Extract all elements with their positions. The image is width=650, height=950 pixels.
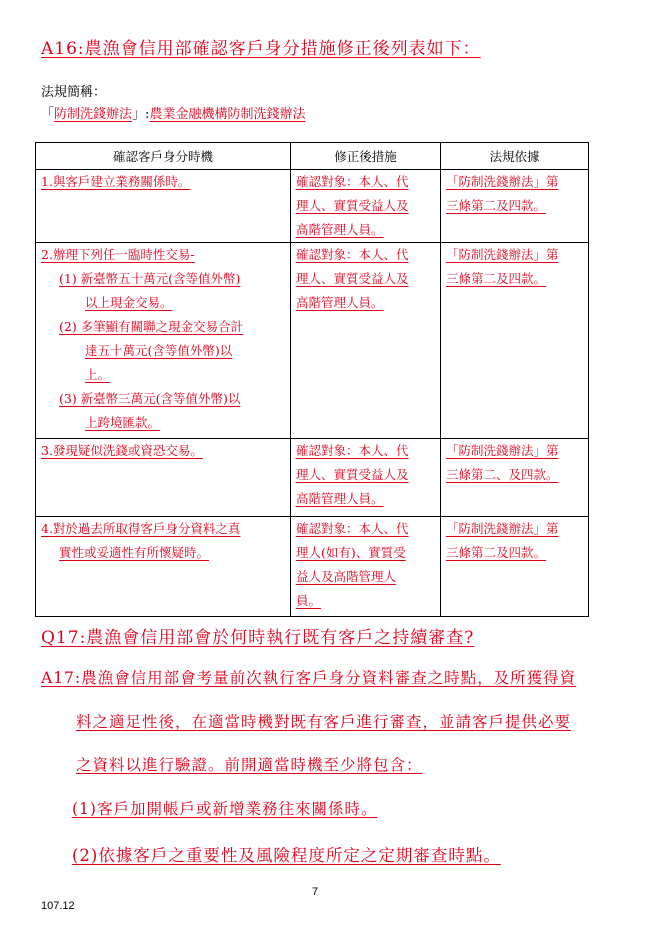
header-measure: 修正後措施 [291, 143, 441, 170]
measure-line: 理人、實質受益人及 [296, 467, 409, 482]
measure-line: 高階管理人員。 [296, 222, 384, 237]
basis-line: 三條第二及四款。 [446, 271, 547, 286]
a17-answer-line: 料之適足性後，在適當時機對既有客戶進行審查，並請客戶提供必要 [76, 713, 572, 731]
measures-table [35, 142, 589, 617]
cell-measure [291, 243, 441, 439]
subitem-line: (3) 新臺幣三萬元(含等值外幣)以 [59, 391, 241, 406]
page-number: 7 [312, 886, 319, 898]
subitem-line: 達五十萬元(含等值外幣)以 [85, 343, 233, 358]
measure-line: 益人及高階管理人 [296, 569, 397, 584]
abbr-short-name: 防制洗錢辦法 [54, 107, 133, 122]
cell-basis [441, 439, 589, 517]
footer-date: 107.12 [41, 900, 75, 912]
cell-condition [36, 243, 291, 439]
measure-line: 高階管理人員。 [296, 295, 384, 310]
table-row [36, 517, 589, 617]
measure-line: 確認對象：本人、代 [296, 521, 409, 536]
condition-line: 4.對於過去所取得客戶身分資料之真 [41, 521, 241, 536]
condition-line: 1.與客戶建立業務關係時。 [41, 174, 191, 189]
a17-answer-line: (1)客戶加開帳戶或新增業務往來關係時。 [72, 800, 378, 818]
cell-condition [36, 517, 291, 617]
header-basis: 法規依據 [441, 143, 589, 170]
subitem-line: 上跨境匯款。 [85, 415, 161, 430]
abbr-open-bracket: 「 [41, 107, 55, 122]
cell-basis [441, 170, 589, 243]
measure-line: 確認對象：本人、代 [296, 247, 409, 262]
cell-measure [291, 170, 441, 243]
basis-line: 「防制洗錢辦法」第 [446, 443, 559, 458]
abbreviation-line [41, 103, 305, 122]
a17-answer-line: A17:農漁會信用部會考量前次執行客戶身分資料審查之時點，及所獲得資 [41, 669, 577, 687]
a16-title: A16:農漁會信用部確認客戶身分措施修正後列表如下： [41, 39, 481, 59]
condition-line: 3.發現疑似洗錢或資恐交易。 [41, 443, 203, 458]
basis-line: 三條第二、及四款。 [446, 467, 559, 482]
header-timing: 確認客戶身分時機 [36, 143, 291, 170]
table-row [36, 439, 589, 517]
condition-line: 2.辦理下列任一臨時性交易- [41, 247, 195, 262]
table-header-row [36, 143, 589, 170]
cell-basis [441, 243, 589, 439]
a17-answer-line: 之資料以進行驗證。前開適當時機至少將包含： [76, 756, 423, 774]
abbr-close-bracket: 」 [132, 107, 146, 122]
measure-line: 高階管理人員。 [296, 491, 384, 506]
measure-line: 理人、實質受益人及 [296, 198, 409, 213]
cell-basis [441, 517, 589, 617]
cell-measure [291, 439, 441, 517]
measure-line: 理人、實質受益人及 [296, 271, 409, 286]
subitem-line: 上。 [85, 367, 111, 382]
abbr-colon: : [145, 107, 150, 122]
measure-line: 員。 [296, 593, 322, 608]
basis-line: 「防制洗錢辦法」第 [446, 174, 559, 189]
basis-line: 三條第二及四款。 [446, 198, 547, 213]
table-row [36, 170, 589, 243]
basis-line: 三條第二及四款。 [446, 545, 547, 560]
subitem-line: 以上現金交易。 [85, 295, 173, 310]
basis-line: 「防制洗錢辦法」第 [446, 247, 559, 262]
abbreviation-label: 法規簡稱： [41, 85, 107, 100]
measure-line: 確認對象：本人、代 [296, 443, 409, 458]
a17-answer-line: (2)依據客戶之重要性及風險程度所定之定期審查時點。 [72, 846, 501, 865]
q17-question: Q17:農漁會信用部會於何時執行既有客戶之持續審查? [41, 628, 475, 648]
table-row [36, 243, 589, 439]
abbr-full-name: 農業金融機構防制洗錢辦法 [149, 107, 306, 122]
cell-condition [36, 170, 291, 243]
cell-measure [291, 517, 441, 617]
cell-condition [36, 439, 291, 517]
basis-line: 「防制洗錢辦法」第 [446, 521, 559, 536]
condition-line: 實性或妥適性有所懷疑時。 [59, 545, 210, 560]
measure-line: 理人(如有)、實質受 [296, 545, 406, 560]
subitem-line: (1) 新臺幣五十萬元(含等值外幣) [59, 271, 241, 286]
subitem-line: (2) 多筆顯有關聯之現金交易合計 [59, 319, 244, 334]
measure-line: 確認對象：本人、代 [296, 174, 409, 189]
